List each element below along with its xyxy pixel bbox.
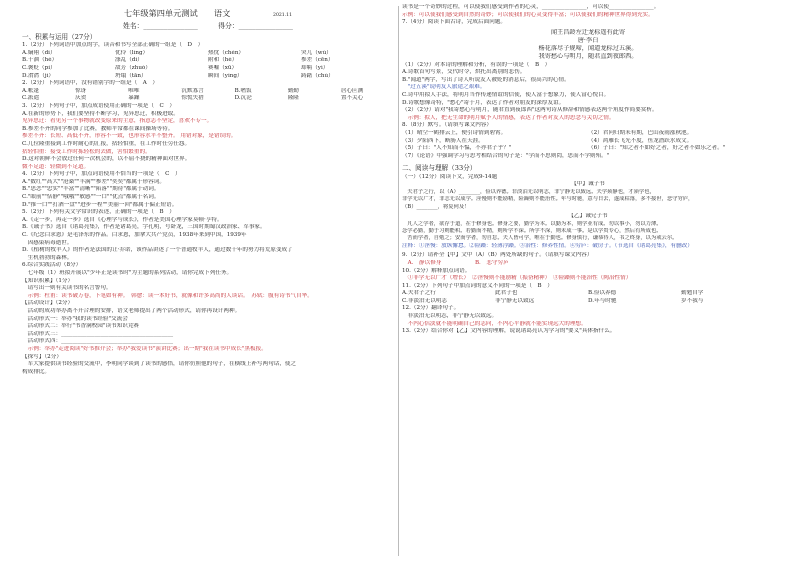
note-line: "过五溪"说明友人旅途之艰难。 [402, 84, 486, 91]
poem-line: 杨花落尽子规啼，闻道龙标过五溪。 [538, 45, 638, 53]
left-column [22, 0, 394, 562]
question-line: 3.（2分）下列句子中，加点成语使用正确的一项是（ C ） [22, 102, 176, 109]
option-text: 涤乱（dí） [115, 57, 143, 64]
option-text: 热忱（chén） [208, 49, 245, 56]
option-text: D.潸潸（jì） [22, 72, 54, 79]
answer-line: 示例：拟人，把无生命的明月赋予人的情感，表达了作者对友人的思念与关切之情。 [402, 114, 615, 121]
question-line: 【活动设计】（2分） [22, 300, 74, 307]
passage-title: 【乙】诫兄子书 [568, 212, 608, 219]
question-line: C.《纪念白求恩》是毛泽东的作品。白求恩，加拿大共产党员，1938年来到中国，1939年 [22, 232, 247, 239]
passage-line: 夫君子之行，以（A）________，俭以养德。非淡泊无以明志，非宁静无以致远。夫学须静也，才须学也， [402, 188, 655, 195]
answer-line: 示例：举办"走进阅读"好书推介会；举办"我爱读书"演讲比赛；出一期"我在读书中成长"黑板报。 [22, 345, 267, 352]
question-line: D.这对朝鲜不会放过任何一次机会的，以不屈不挠的精神面对世界。 [22, 156, 191, 163]
option-text: 沉默寡言 [181, 87, 204, 94]
question-line: D.《植树的牧羊人》的作者是法国的让·乔诺，该作品讲述了一个普通牧羊人，通过数十年的努力将荒原变成了 [22, 247, 293, 254]
exam-date: 2021.11 [273, 13, 293, 18]
answer-line: ①非学无以广才（增长） ②淫慢则不能励精（振奋精神） ③险躁则不能治性（陶冶性情） [402, 275, 632, 282]
left-column-body [22, 33, 394, 376]
option-text: C.非淡泊无以明志 [402, 297, 448, 304]
question-line: 2.（2分）下列词语中，没有错别字的一组是（ A ） [22, 80, 158, 87]
option-row [22, 65, 394, 73]
question-line: 活动形式二：举行"书香满校园"读书知识竞赛 [22, 323, 140, 330]
question-line: D.诗歌想像奇特，"愁心"寄于月，表达了作者对朋友的深厚友谊。 [402, 99, 565, 106]
question-line: 非淡泊无以明志，非宁静无以致远。 [402, 313, 498, 320]
question-line: （一）（12分）阅读下文，完成9-14题 [402, 173, 498, 180]
question-line: （1）（2分）对本诗的理解和分析，有误的一项是（ B ） [402, 61, 551, 68]
question-line: （7）《论语》中强调学习与思考相结合的句子是："学而不思则罔，思而不学则殆。" [402, 152, 610, 159]
question-line: C.几位隆重接到工作时耐心的汇报，拈轻怕重，在工作时任劳任怨。 [22, 140, 191, 147]
passage-line: 念学必勤，勤于习则能积。若勤而不精，则所学不深。所学不深，则未成一事。是以学贵专心，然后有所成也。 [402, 227, 662, 234]
option-text: 居心叵测 [340, 87, 364, 94]
option-text: 置不关心 [340, 95, 364, 102]
question-line: 【知识积累】（1分） [22, 277, 74, 284]
option-text: 此君子也 [495, 290, 518, 297]
question-line: 10.（2分）解释加点词语。 [402, 267, 471, 274]
question-line: 活动的成功举办离不开合理的安排，语文老师提出了两个活动形式，请你再设计两种。 [22, 307, 241, 314]
option-text: 瞬间（yíng） [208, 72, 243, 79]
option-text: （6）子曰："知之者不如好之者，好之者不如乐之者。" [588, 145, 726, 152]
option-text: （3）夕阳西下，断肠人在天涯。 [402, 137, 484, 144]
option-row [402, 290, 774, 298]
question-line: 因感染病毒逝世。 [22, 239, 73, 246]
poem-line: 唐·李白 [577, 36, 599, 44]
question-line: 8.（8分）默写。（请填写课文内容） [402, 122, 493, 129]
question-line: B.《诫子书》选自《诸葛亮集》，作者是诸葛亮，字孔明，号卧龙，三国时期蜀汉政治家、军事家。 [22, 224, 266, 231]
question-line: C."眼前""恬静""哦哦""敏感""一口""优点"都属于名词。 [22, 194, 160, 201]
option-row [22, 88, 394, 96]
option-text: 非宁静无以致远 [495, 297, 535, 304]
question-line: B."闻道"两字，写出了诗人听说友人被贬的消息后，很高兴的心情。 [402, 76, 570, 83]
option-row [402, 130, 774, 138]
option-row [22, 95, 394, 103]
question-line: 12.（2分）翻译句子。 [402, 305, 460, 312]
option-text: D.年与时驰 [588, 297, 617, 304]
option-text: 岁不我与 [681, 297, 704, 304]
page-title [22, 8, 394, 21]
spacer [402, 160, 774, 162]
exam-title: 七年级第四单元测试 语文 [123, 8, 231, 18]
question-line: A."数红""高大""沧桑""丰满""参差""奕奕"都属于形容词。 [22, 178, 165, 185]
option-text: （1）晴空一鹤排云上，便引诗情到碧霄。 [402, 129, 507, 136]
option-text: 勤勤 [287, 87, 299, 94]
passage-line: 苦而学者，自勉之；安而学者，勿自怠。夫人皆可学，唯在于勤也。修身慎行，谦恭待人，书之终身，以为戒云尔。 [402, 235, 678, 242]
question-line: 1.（2分）下列词语中加点的字，读音和书写全部正确的一组是（ D ） [22, 42, 204, 49]
answer-line: 见异思迁：看见另一个事物就改变原来的主意，指意志不坚定，喜欢不专一。 [22, 118, 213, 125]
column-divider [398, 6, 399, 556]
name-score-line: 姓名：________________ 得分：________________ [123, 22, 293, 30]
question-line: 6.综合实践活动（8分） [22, 262, 82, 269]
question-line: （2）（2分）请对"我寄愁心与明月，随君直到夜郎西"这两句诗从修辞和情感表达两个角度作简要赏析。 [402, 107, 658, 114]
option-text: 坍塌（tān） [115, 72, 147, 79]
question-line: 11.（2分）下列句子中加点词的意义不同的一项是（ B ） [402, 282, 553, 289]
option-text: 突兀（wù） [301, 49, 332, 56]
option-text: 惊讶 [75, 87, 87, 94]
option-text: 隆隆 [287, 95, 299, 102]
question-line: 请写出一则有关读书的名言警句。 [22, 285, 112, 292]
question-line: 军大家提供读书经验的交流中，李明同学谈到了读书的感悟，请你仿照他的句子，在横线上补写两句话，使之 [22, 361, 297, 368]
answer-line: A. 静以修身 B. 悲守穷庐 [402, 259, 509, 266]
option-row [402, 138, 774, 146]
poem-line: 我寄愁心与明月，随君直到夜郎西。 [538, 53, 638, 61]
option-text: B.嗜饭 [234, 87, 252, 94]
option-text: D.沉沦 [234, 95, 252, 102]
option-text: 优伶（líng） [115, 49, 149, 56]
note-line: 注释：①淫慢：放纵懈怠。②险躁：轻薄浮躁。③治性：修养性情。④穷庐：破房子。（节选自《诸葛亮集》，有删改） [402, 242, 693, 249]
option-row [22, 73, 394, 81]
question-line: A.《走一步，再走一步》选自《心理学与成长》，作者是美国心理学家莫顿·亨特。 [22, 216, 223, 223]
option-text: A.嫡翔（dí） [22, 49, 56, 56]
right-column-body [402, 4, 774, 336]
right-column [402, 0, 774, 562]
poem-line: 闻王昌龄左迁龙标遥有此寄 [550, 28, 626, 36]
question-line: B.参差不齐的同学参加了比赛，教师平常都在课间操场等待。 [22, 125, 174, 132]
passage-line: 凡人之学者，欲存于道，在于修身也。修身之要，勤学为本。以勤为本，则学业有成。勿以事小，勿以力薄。 [402, 220, 662, 227]
option-text: 唯唯 [128, 87, 140, 94]
passage-title: 【甲】诫子书 [571, 181, 605, 188]
passage-line: 非学无以广才，非志无以成学。淫慢则不能励精，险躁则不能治性。年与时驰，意与日去，遂成枯落，多不接世，悲守穷庐， [402, 196, 694, 203]
option-row [402, 145, 774, 153]
option-text: 踌躇（chú） [301, 72, 334, 79]
question-line: 生机勃勃的森林。 [22, 254, 73, 261]
option-row [402, 298, 774, 306]
option-text: C.派遣 [22, 95, 40, 102]
question-line: D."推一口""打酒一盘""进步一程""美丽一回"都属于偏正短语。 [22, 201, 178, 208]
option-text: 庆贺 [75, 95, 87, 102]
question-line: A.在新的形势下，我们要坚持不断学习，见异思迁，积极进取。 [22, 110, 179, 117]
question-line: 构成排比。 [22, 368, 50, 375]
option-text: 敌芳（zhuó） [115, 64, 151, 71]
question-line: 4.（2分）下列句子中，加点词语使用不恰当的一项是（ C ） [22, 171, 181, 178]
question-line: 读书是一个奇妙的过程，可以使我们感受到作者的心灵，________________，可以使________________。 [402, 4, 660, 10]
option-text: B.俭以养德 [588, 290, 617, 297]
option-text: 赛嘘（xū） [208, 64, 238, 71]
question-line: 9.（2分）请补全【甲】文中（A）（B）两处所缺的句子。（请填写课文内容） [402, 252, 593, 259]
option-text: （2）君问归期未有期，巴山夜雨涨秋池。 [588, 129, 693, 136]
option-text: A.帐篷 [22, 87, 40, 94]
question-line: 7.（4分）阅读下面古诗，完成后面问题。 [402, 19, 506, 26]
question-line: C.诗中用拟人手法，将明月当作传递情谊的信使，使人富于想象力，使人富心悦目。 [402, 91, 610, 98]
section-heading: 二、阅读与理解（33分） [402, 164, 477, 173]
answer-line: 参差不齐：长短、高低不齐，形容不一致，也形容水平不整齐。 用错对象，是错误的。 [22, 133, 237, 140]
question-line: 七年级（1）班拟开展以"少年正是读书时"为主题的系列活动，请你完成下列任务。 [22, 270, 233, 277]
option-text: 却羁（yì） [301, 64, 329, 71]
option-row [22, 57, 394, 65]
question-line: 活动形式一：举办"我的读书经验"交流会 [22, 315, 128, 322]
option-text: 暴躁 [128, 95, 140, 102]
option-text: 参差（cēn） [301, 57, 334, 64]
question-line: B."思恋""忠实""丰富""清晰""陷落""期待"都属于动词。 [22, 186, 160, 193]
question-line: 【探写】（2分） [22, 353, 62, 360]
option-text: 附和（hè） [208, 57, 238, 64]
question-line: 13.（2分）结合你对【乙】文内容的理解，说说诸葛亮认为学习的"要义"具体指什么。 [402, 328, 616, 335]
option-text: B.干涸（hé） [22, 57, 58, 64]
answer-line: 示例：杜甫：读书破万卷，下笔如有神。 韩愈：读一本好书，就像和许多高尚的人谈话。 苏轼：腹有诗书气自华。 [22, 292, 313, 299]
question-line: 活动形式三：________________________________________ [22, 330, 174, 337]
question-line: 活动形式四：________________________________________ [22, 338, 174, 345]
answer-line: 示例：可以使我们感受到自然的奇妙；可以使我们的心灵变得丰富；可以使我们的精神世界得到充实。 [402, 11, 654, 18]
section-heading: 一、积累与运用（27分） [22, 33, 97, 41]
answer-line: 微不足道：轻微到不足道。 [22, 163, 90, 170]
option-text: 惊慌失措 [181, 95, 204, 102]
option-text: （5）子曰："人不知而不愠，不亦君子乎？" [402, 145, 512, 152]
option-text: A.夫君子之行 [402, 290, 436, 297]
answer-line: 不内心恬淡就不能明确自己的志向，不内心平静就不能实现远大的理想。 [402, 320, 587, 327]
option-row [22, 50, 394, 58]
option-text: 勤勉自学 [681, 290, 704, 297]
option-text: C.褒贬（pí） [22, 64, 56, 71]
passage-line: （B）________，将复何及！ [402, 203, 470, 210]
question-line: 5.（2分）下列有关文学常识的表述，正确的一项是（ B ） [22, 209, 175, 216]
answer-line: 拈轻怕重：接受工作时拣轻松的去做，害怕繁重的。 [22, 148, 151, 155]
option-text: （4）鸿雁长飞光不度，鱼龙潜跃水成文。 [588, 137, 693, 144]
question-line: A.诗歌首句写景，交代时令，烘托出离别的悲伤。 [402, 69, 526, 76]
